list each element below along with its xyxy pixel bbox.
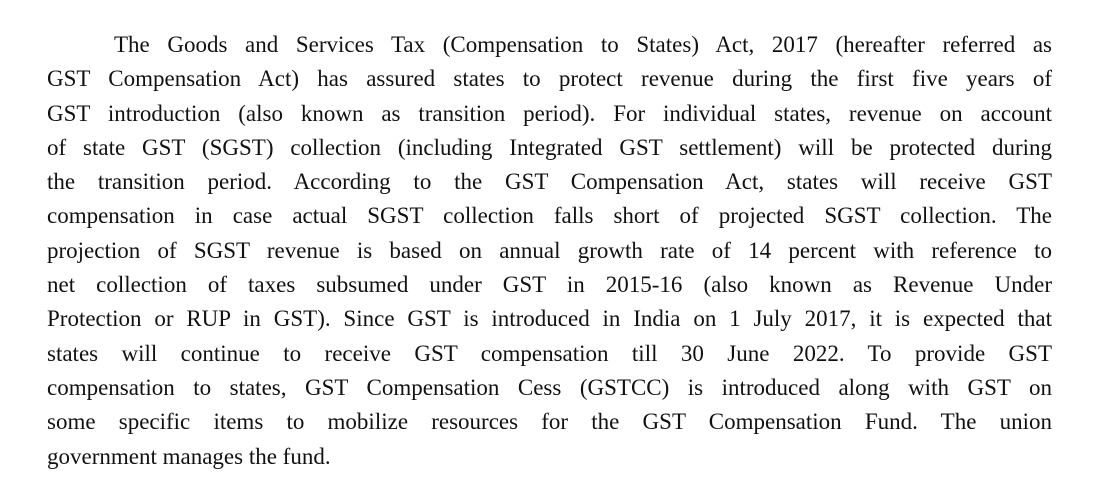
paragraph-line: the transition period. According to the GST Compensation Act, states will receive GST [47,169,1052,195]
paragraph-line: The Goods and Services Tax (Compensation to States) Act, 2017 (hereafter referred as [114,32,1052,57]
paragraph-line: of state GST (SGST) collection (including Integrated GST settlement) will be protected during [47,134,1052,160]
paragraph-line: projection of SGST revenue is based on annual growth rate of 14 percent with reference to [47,237,1052,263]
paragraph-line: compensation to states, GST Compensation Cess (GSTCC) is introduced along with GST on [47,374,1052,400]
paragraph-line: Protection or RUP in GST). Since GST is introduced in India on 1 July 2017, it is expected that [47,306,1052,332]
paragraph-line: states will continue to receive GST compensation till 30 June 2022. To provide GST [47,340,1052,366]
paragraph-line: government manages the fund. [47,443,331,469]
paragraph-line: net collection of taxes subsumed under GST in 2015-16 (also known as Revenue Under [47,272,1052,298]
paragraph-line: GST introduction (also known as transition period). For individual states, revenue on account [47,100,1052,126]
paragraph-line: compensation in case actual SGST collection falls short of projected SGST collection. The [47,203,1052,229]
paragraph-line: GST Compensation Act) has assured states to protect revenue during the first five years of [47,66,1052,92]
body-paragraph [47,28,1052,474]
paragraph-line: some specific items to mobilize resources for the GST Compensation Fund. The union [47,409,1052,435]
